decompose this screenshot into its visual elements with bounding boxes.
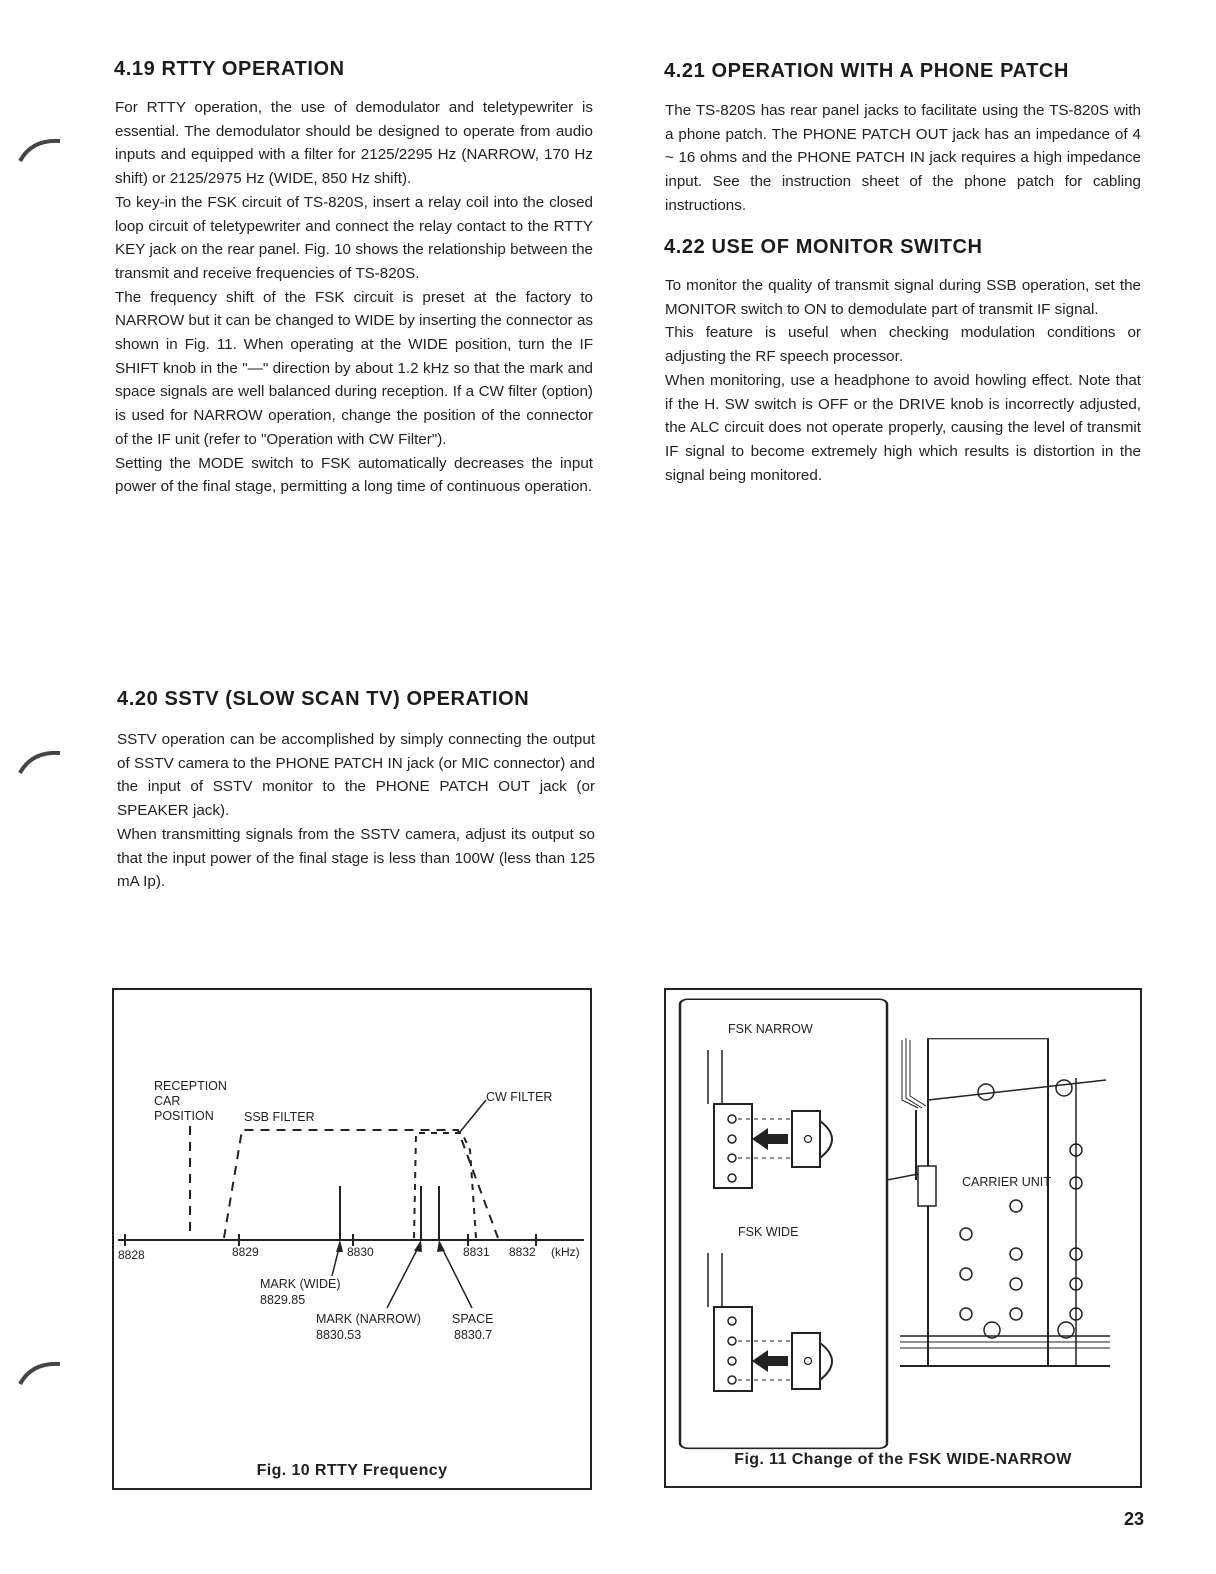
fsk-wide-label: FSK WIDE (738, 1225, 799, 1239)
mark-wide-label: MARK (WIDE) (260, 1277, 341, 1291)
paragraph: When transmitting signals from the SSTV camera, adjust its output so that the input power of the final stage is less than 100W (less than 125 mA Ip). (117, 825, 595, 891)
section-4-20-body (117, 728, 595, 894)
fsk-narrow-label: FSK NARROW (728, 1022, 813, 1036)
paragraph: SSTV operation can be accomplished by simply connecting the output of SSTV camera to the PHONE PATCH IN jack (or MIC connector) and the input of SSTV monitor to the PHONE PATCH OUT jack (or SPEAKER jack). (117, 731, 595, 820)
arrow-icon (752, 1350, 788, 1372)
fig11-caption: Fig. 11 Change of the FSK WIDE-NARROW (734, 1451, 1072, 1468)
fig11-diagram (666, 990, 1140, 1486)
space-value: 8830.7 (454, 1328, 493, 1342)
cw-filter-leader (460, 1100, 486, 1132)
paragraph: When monitoring, use a headphone to avoid howling effect. Note that if the H. SW switch is OFF or the DRIVE knob is incorrectly adjusted, the ALC circuit does not operate properly, causing the level of transmit IF signal to become extremely high which results is distortion in the signal being monitored. (665, 371, 1141, 484)
section-4-21-body (665, 99, 1141, 218)
inset-frame (680, 999, 887, 1448)
tick-label: 8828 (118, 1248, 145, 1262)
carrier-unit-label: CARRIER UNIT (962, 1175, 1051, 1189)
mark-narrow-leader (387, 1244, 420, 1308)
tick-label: 8829 (232, 1245, 259, 1259)
paragraph: The frequency shift of the FSK circuit is preset at the factory to NARROW but it can be changed to WIDE by inserting the connector as shown in Fig. 11. When operating at the WIDE position, turn the IF SHIFT knob in the "—" direction by about 1.2 kHz so that the mark and space signals are well balanced during reception. If a CW filter (option) is used for NARROW operation, change the position of the connector of the IF unit (refer to "Operation with CW Filter"). (115, 288, 593, 448)
space-label: SPACE (452, 1312, 494, 1326)
paragraph: To monitor the quality of transmit signal during SSB operation, set the MONITOR switch to ON to demodulate part of transmit IF signal. (665, 277, 1141, 318)
page-number: 23 (1123, 1509, 1144, 1529)
leader-line (887, 1174, 918, 1180)
tick-label: 8830 (347, 1245, 374, 1259)
arrow-icon (752, 1128, 788, 1150)
unit-label: (kHz) (551, 1245, 580, 1259)
tick-label: 8832 (509, 1245, 536, 1259)
section-4-19-body (115, 96, 593, 499)
paragraph: For RTTY operation, the use of demodulator and teletypewriter is essential. The demodulator should be designed to operate from audio inputs and equipped with a filter for 2125/2295 Hz (NARROW, 170 Hz shift) or 2125/2975 Hz (WIDE, 850 Hz shift). (115, 99, 593, 188)
section-4-22-body (665, 274, 1141, 487)
reception-label: CAR (154, 1094, 181, 1108)
arrowhead (437, 1240, 445, 1252)
wide-connector-diagram (708, 1253, 832, 1391)
fig11-fsk-wide-narrow (664, 988, 1142, 1488)
mark-narrow-label: MARK (NARROW) (316, 1312, 421, 1326)
ssb-filter-label: SSB FILTER (244, 1110, 315, 1124)
paragraph: To key-in the FSK circuit of TS-820S, insert a relay coil into the closed loop circuit of teletypewriter and connect the relay contact to the RTTY KEY jack on the rear panel. Fig. 10 shows the relationship between the transmit and receive frequencies of TS-820S. (115, 193, 593, 282)
narrow-connector-diagram (708, 1050, 832, 1188)
mark-wide-value: 8829.85 (260, 1293, 306, 1307)
fig10-rtty-frequency (112, 988, 592, 1490)
paragraph: This feature is useful when checking modulation conditions or adjusting the RF speech processor. (665, 324, 1141, 366)
tick-label: 8831 (463, 1245, 490, 1259)
cw-filter-curve (414, 1133, 476, 1238)
cw-filter-label: CW FILTER (486, 1090, 553, 1104)
section-4-22-title: 4.22 USE OF MONITOR SWITCH (664, 236, 983, 258)
fig10-diagram (114, 990, 590, 1488)
ssb-filter-curve (224, 1130, 498, 1238)
section-4-19-title: 4.19 RTTY OPERATION (114, 58, 345, 80)
arrowhead (336, 1240, 343, 1252)
binder-hole-mark (18, 747, 62, 777)
reception-label: RECEPTION (154, 1079, 227, 1093)
reception-label: POSITION (154, 1109, 214, 1123)
paragraph: Setting the MODE switch to FSK automatically decreases the input power of the final stage, permitting a long time of continuous operation. (115, 454, 593, 496)
arrowhead (414, 1240, 422, 1252)
section-4-21-title: 4.21 OPERATION WITH A PHONE PATCH (664, 60, 1070, 82)
fig10-caption: Fig. 10 RTTY Frequency (256, 1462, 448, 1479)
mark-narrow-value: 8830.53 (316, 1328, 362, 1342)
carrier-unit-chassis (900, 1038, 1110, 1366)
paragraph: The TS-820S has rear panel jacks to facilitate using the TS-820S with a phone patch. The PHONE PATCH OUT jack has an impedance of 4 ~ 16 ohms and the PHONE PATCH IN jack requires a high impedance input. See the instruction sheet of the phone patch for cabling instructions. (665, 102, 1141, 214)
section-4-20-title: 4.20 SSTV (SLOW SCAN TV) OPERATION (117, 688, 530, 710)
binder-hole-mark (18, 1358, 62, 1388)
binder-hole-mark (18, 135, 62, 165)
